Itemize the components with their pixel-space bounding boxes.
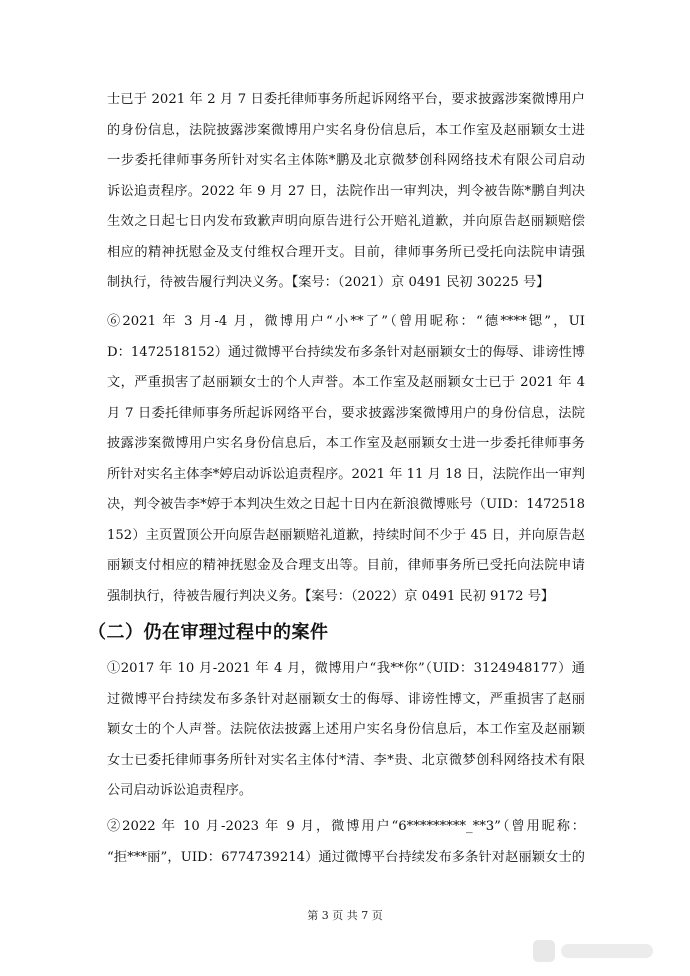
text-line: “拒***丽”，UID：6774739214）通过微博平台持续发布多条针对赵丽颖女士的 <box>107 849 585 865</box>
text-line: 制执行，待被告履行判决义务。【案号：（2021）京 0491 民初 30225 号】 <box>107 275 550 290</box>
watermark-logo <box>533 938 658 964</box>
text-line: 强制执行，待被告履行判决义务。【案号：（2022）京 0491 民初 9172 号】 <box>107 588 555 604</box>
section-heading: （二）仍在审理过程中的案件 <box>88 622 329 643</box>
text-line: 颖女士的个人声誉。法院依法披露上述用户实名身份信息后，本工作室及赵丽颖 <box>107 722 585 737</box>
paragraph-case-6 <box>107 307 585 612</box>
text-line: 诉讼追责程序。2022 年 9 月 27 日，法院作出一审判决，判令被告陈*鹏自判决 <box>107 183 585 199</box>
text-line: 一步委托律师事务所针对实名主体陈*鹏及北京微梦创科网络技术有限公司启动 <box>107 153 585 168</box>
text-line: 女士已委托律师事务所针对实名主体付*清、李*贵、北京微梦创科网络技术有限 <box>107 752 585 768</box>
text-line: ①2017 年 10 月-2021 年 4 月，微博用户“我**你”（UID：3124948177）通 <box>107 661 585 676</box>
text-line: 丽颖支付相应的精神抚慰金及合理支出等。目前，律师事务所已受托向法院申请 <box>107 558 585 573</box>
paragraph-pending-case-1 <box>107 654 585 807</box>
text-line: 士已于 2021 年 2 月 7 日委托律师事务所起诉网络平台，要求披露涉案微博用户 <box>107 92 585 107</box>
text-line: 决，判令被告李*婷于本判决生效之日起十日内在新浪微博账号（UID：1472518 <box>107 497 585 512</box>
text-line: 所针对实名主体李*婷启动诉讼追责程序。2021 年 11 月 18 日，法院作出一审判 <box>107 466 585 482</box>
text-line: 过微博平台持续发布多条针对赵丽颖女士的侮辱、诽谤性博文，严重损害了赵丽 <box>107 691 585 707</box>
text-line: 月 7 日委托律师事务所起诉网络平台，要求披露涉案微博用户的身份信息，法院 <box>107 405 585 421</box>
text-line: ②2022 年 10 月-2023 年 9 月，微博用户“6*********_**3”（曾用昵称： <box>107 819 585 834</box>
text-line: 152）主页置顶公开向原告赵丽颖赔礼道歉，持续时间不少于 45 日，并向原告赵 <box>107 527 585 543</box>
text-line: ⑥2021 年 3 月-4 月，微博用户“小**了”（曾用昵称：“德****锶”，UI <box>107 314 585 329</box>
text-line: 披露涉案微博用户实名身份信息后，本工作室及赵丽颖女士进一步委托律师事务 <box>107 436 585 451</box>
paragraph-pending-case-2 <box>107 812 585 873</box>
text-line: 文，严重损害了赵丽颖女士的个人声誉。本工作室及赵丽颖女士已于 2021 年 4 <box>107 375 585 390</box>
text-line: D：1472518152）通过微博平台持续发布多条针对赵丽颖女士的侮辱、诽谤性博 <box>107 344 585 360</box>
text-line: 的身份信息，法院披露涉案微博用户实名身份信息后，本工作室及赵丽颖女士进 <box>107 122 585 138</box>
text-line: 生效之日起七日内发布致歉声明向原告进行公开赔礼道歉，并向原告赵丽颖赔偿 <box>107 214 585 229</box>
text-line: 相应的精神抚慰金及支付维权合理开支。目前，律师事务所已受托向法院申请强 <box>107 244 585 260</box>
text-line: 公司启动诉讼追责程序。 <box>107 783 253 798</box>
page-number-footer: 第 3 页 共 7 页 <box>307 909 383 922</box>
paragraph-case-5-continued <box>107 85 585 299</box>
